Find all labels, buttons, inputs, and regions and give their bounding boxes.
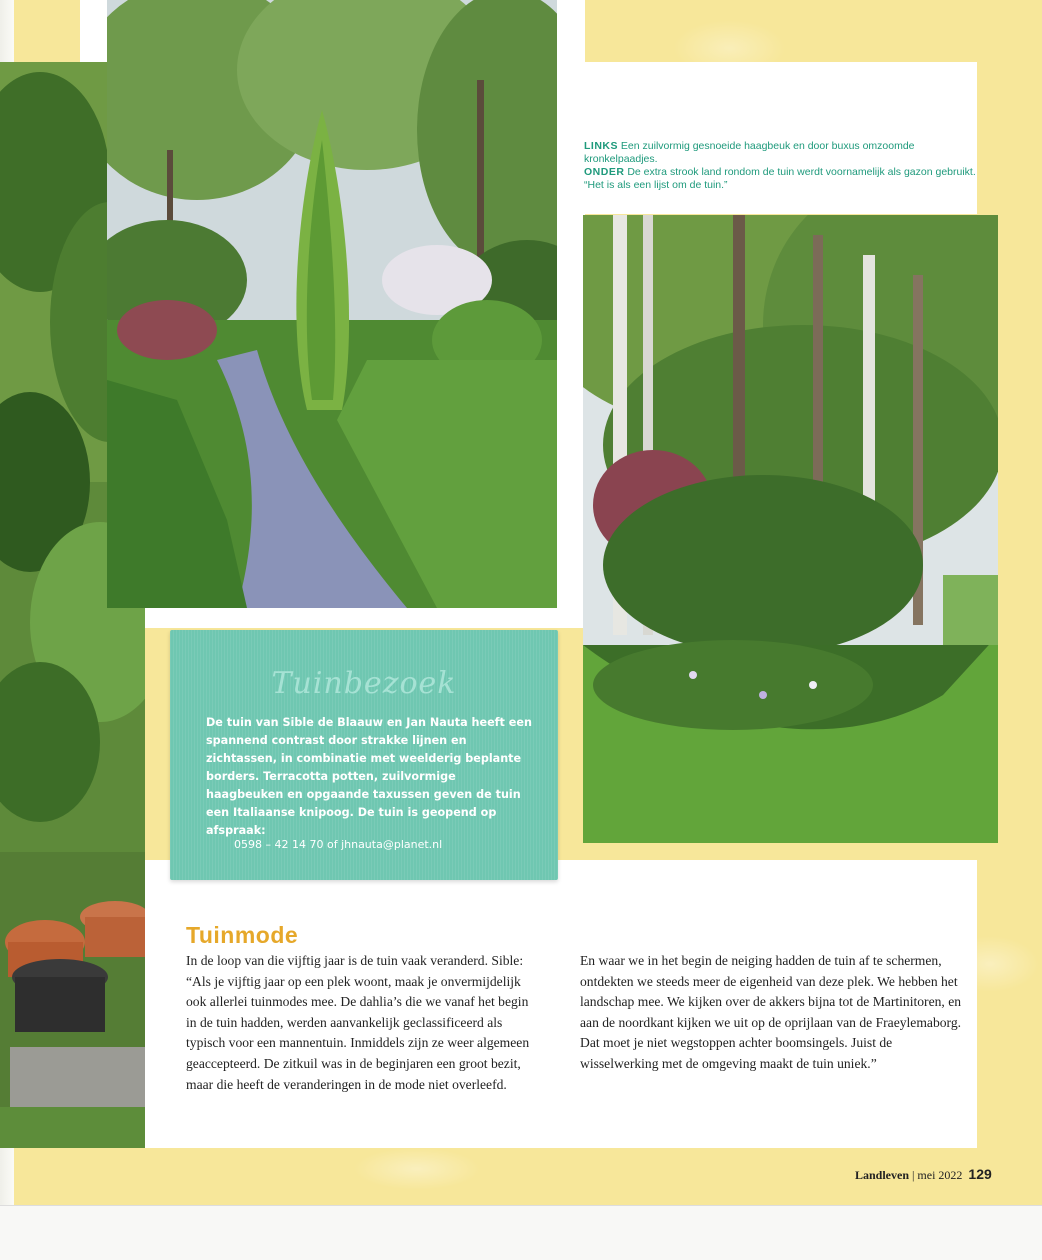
tuinbezoek-body: De tuin van Sible de Blaauw en Jan Nauta heeft een spannend contrast door strakke lijnen en zichtassen, in combinatie met weelderig beplante borders. Terracotta potten, zuilvormige haagbeuken en opgaande taxussen geven de tuin een Italiaanse knipoog. De tuin is geopend op afspraak:	[206, 716, 532, 837]
tuinbezoek-contact: 0598 – 42 14 70 of jhnauta@planet.nl	[234, 838, 443, 851]
page-bottom-margin	[0, 1205, 1042, 1260]
article-column-2: En waar we in het begin de neiging hadden de tuin af te schermen, ontdekten we steeds meer de eigenheid van deze plek. We hebben het landschap mee. We kijken over de akkers bijna tot de Martinitoren, en aan de noordkant kijken we uit op de oprijlaan van de Fraeylemaborg. Dat moet je niet wegstoppen achter boomsingels. Juist de wisselwerking met de omgeving maakt de tuin uniek.”	[580, 953, 962, 1071]
page-footer	[855, 1166, 992, 1183]
tuinbezoek-box	[170, 630, 558, 880]
photo-birch-lawn	[583, 215, 998, 843]
caption-text-onder: De extra strook land rondom de tuin werdt voornamelijk als gazon gebruikt. “Het is als een lijst om de tuin.”	[584, 166, 976, 191]
footer-separator: |	[909, 1168, 918, 1182]
tuinbezoek-title: Tuinbezoek	[271, 666, 457, 701]
issue-date: mei 2022	[917, 1168, 963, 1182]
photo-caption	[584, 140, 984, 192]
caption-label-links: LINKS	[584, 140, 618, 152]
caption-label-onder: ONDER	[584, 166, 625, 178]
article-column-1: In de loop van die vijftig jaar is de tuin vaak veranderd. Sible: “Als je vijftig jaar op een plek woont, maak je onvermijdelijk ook allerlei tuinmodes mee. De dahlia’s die we vanaf het begin in de tuin hadden, werden aanvankelijk geclassificeerd als typisch voor een mannentuin. Inmiddels zijn ze weer algemeen geaccepteerd. De zitkuil was in de beginjaren een groot bezit, maar die heeft de veranderingen in de mode niet overleefd.	[186, 953, 530, 1092]
magazine-brand: Landleven	[855, 1168, 910, 1182]
article-heading: Tuinmode	[186, 922, 299, 948]
page-number: 129	[968, 1166, 992, 1182]
caption-text-links: Een zuilvormig gesnoeide haagbeuk en door buxus omzoomde kronkelpaadjes.	[584, 140, 915, 165]
photo-gravel-path	[107, 0, 557, 608]
